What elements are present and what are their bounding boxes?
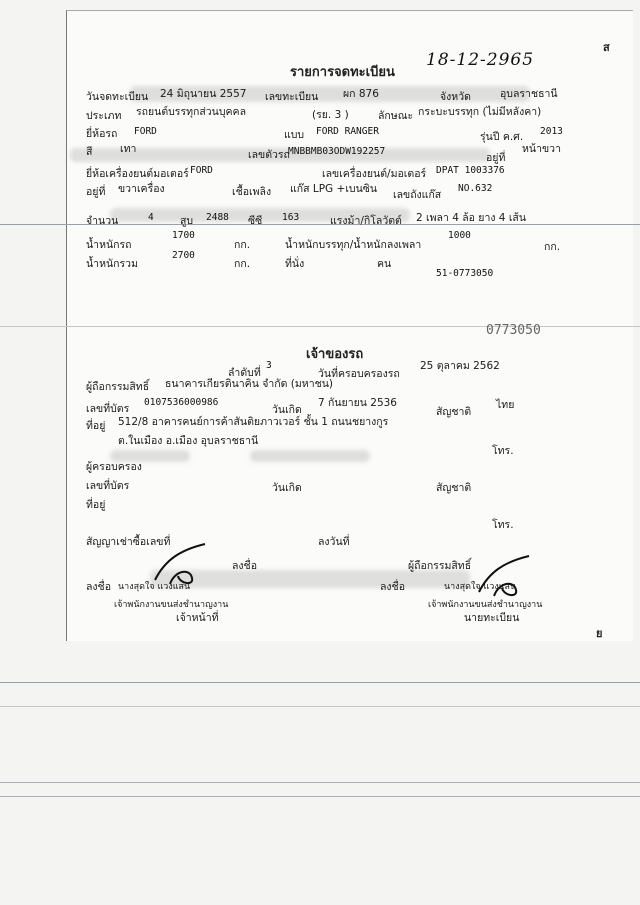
- chassis-label: เลขตัวรถ: [248, 149, 290, 161]
- cc: 2488: [206, 212, 229, 223]
- id2-label: เลขที่บัตร: [86, 480, 130, 492]
- brand: FORD: [134, 126, 157, 137]
- reg-no: ผก 876: [343, 88, 379, 100]
- owner-title: เจ้าของรถ: [306, 347, 364, 362]
- color-label: สี: [86, 146, 93, 158]
- engine-brand: FORD: [190, 165, 213, 176]
- kg-unit-2: กก.: [544, 241, 561, 253]
- load: 1000: [448, 230, 471, 241]
- axles: 2 เพลา 4 ล้อ ยาง 4 เส้น: [416, 212, 526, 224]
- chassis-pos-label: อยู่ที่: [486, 152, 506, 164]
- holder-label: ผู้ถือกรรมสิทธิ์: [86, 381, 150, 393]
- id-no: 0107536000986: [144, 397, 219, 408]
- class-code: (รย. 3 ): [312, 109, 349, 121]
- nat2-label: สัญชาติ: [436, 482, 472, 494]
- year: 2013: [540, 126, 563, 137]
- birth-label: วันเกิด: [272, 404, 302, 416]
- redaction: [250, 450, 370, 462]
- registration-title: รายการจดทะเบียน: [290, 65, 395, 80]
- possess-date-label: วันที่ครอบครองรถ: [318, 368, 400, 380]
- sign-right-title: เจ้าพนักงานขนส่งชำนาญงาน: [428, 600, 543, 610]
- reg-date: 24 มิถุนายน 2557: [160, 88, 247, 100]
- sign-left-title: เจ้าพนักงานขนส่งชำนาญงาน: [114, 600, 229, 610]
- birth: 7 กันยายน 2536: [318, 397, 397, 409]
- hp: 163: [282, 212, 300, 223]
- possess-date: 25 ตุลาคม 2562: [420, 360, 500, 372]
- holder-sign-label: ผู้ถือกรรมสิทธิ์: [408, 560, 472, 572]
- tank: NO.632: [458, 183, 493, 194]
- province-label: จังหวัด: [440, 91, 471, 103]
- scan-line: [0, 796, 640, 797]
- sign-right-name: นางสุดใจ แวงแสน: [444, 582, 517, 592]
- nat-label: สัญชาติ: [436, 406, 472, 418]
- cyl-unit: สูบ: [180, 215, 194, 227]
- scan-line: [0, 782, 640, 783]
- kg-unit-3: กก.: [234, 258, 251, 270]
- year-label: รุ่นปี ค.ศ.: [480, 131, 524, 143]
- contract-label: สัญญาเช่าซื้อเลขที่: [86, 536, 171, 548]
- contract-date-label: ลงวันที่: [318, 536, 350, 548]
- seats-unit: คน: [377, 258, 392, 270]
- tank-label: เลขถังแก๊ส: [393, 189, 442, 201]
- signature-left: [150, 540, 220, 588]
- weight: 1700: [172, 230, 195, 241]
- province: อุบลราชธานี: [500, 88, 558, 100]
- seq: 3: [266, 360, 272, 371]
- birth2-label: วันเกิด: [272, 482, 302, 494]
- id-label: เลขที่บัตร: [86, 403, 130, 415]
- corner-mark: ส: [603, 41, 610, 54]
- corner-mark: ย: [596, 627, 603, 640]
- sign-left-label: ลงชื่อ: [86, 581, 111, 593]
- reg-date-label: วันจดทะเบียน: [86, 91, 149, 103]
- sign-left-name: นางสุดใจ แวงแสน: [118, 582, 191, 592]
- tel2-label: โทร.: [492, 519, 514, 531]
- reg-no-label: เลขทะเบียน: [265, 91, 319, 103]
- scan-line: [0, 682, 640, 683]
- engine-no-label: เลขเครื่องยนต์/มอเตอร์: [322, 168, 427, 180]
- doc-no: 51-0773050: [436, 268, 494, 279]
- color: เทา: [120, 143, 137, 155]
- engine-no: DPAT 1003376: [436, 165, 505, 176]
- seats-label: ที่นั่ง: [285, 258, 305, 270]
- kg-unit: กก.: [234, 239, 251, 251]
- fuel-label: เชื้อเพลิง: [232, 186, 272, 198]
- addr-line-1: 512/8 อาคารคนย์การค้าสันติยภาวเวอร์ ชั้น 1 ถนนชยางกูร: [118, 416, 389, 428]
- fuel: แก๊ส LPG +เบนซิน: [290, 183, 378, 195]
- addr-line-2: ต.ในเมือง อ.เมือง อุบลราชธานี: [118, 435, 259, 447]
- chassis-pos: หน้าขวา: [522, 143, 561, 155]
- cc-label: ซีซี: [248, 215, 263, 227]
- signature-right: [474, 552, 544, 600]
- style: กระบะบรรทุก (ไม่มีหลังคา): [418, 106, 542, 118]
- holder: ธนาคารเกียรตินาคิน จำกัด (มหาชน): [165, 378, 334, 390]
- model-label: แบบ: [284, 129, 305, 141]
- possessor-label: ผู้ครอบครอง: [86, 461, 142, 473]
- cyl: 4: [148, 212, 154, 223]
- handwritten-date: 18-12-2965: [426, 50, 535, 70]
- sign-right-role: นายทะเบียน: [464, 612, 520, 624]
- seq-label: ลำดับที่: [228, 367, 261, 379]
- type-label: ประเภท: [86, 110, 122, 122]
- engine-brand-label: ยี่ห้อเครื่องยนต์มอเตอร์: [86, 168, 189, 180]
- sign-label: ลงชื่อ: [232, 560, 257, 572]
- engine-pos-label: อยู่ที่: [86, 186, 106, 198]
- gross-label: น้ำหนักรวม: [86, 258, 138, 270]
- sign-right-label: ลงชื่อ: [380, 581, 405, 593]
- type: รถยนต์บรรทุกส่วนบุคคล: [136, 106, 246, 118]
- addr-label: ที่อยู่: [86, 420, 106, 432]
- load-label: น้ำหนักบรรทุก/น้ำหนักลงเพลา: [285, 239, 422, 251]
- style-label: ลักษณะ: [378, 110, 414, 122]
- gross: 2700: [172, 250, 195, 261]
- cyl-label: จำนวน: [86, 215, 119, 227]
- model: FORD RANGER: [316, 126, 379, 137]
- sign-left-role: เจ้าหน้าที่: [176, 612, 219, 624]
- addr2-label: ที่อยู่: [86, 499, 106, 511]
- tel-label: โทร.: [492, 445, 514, 457]
- doc-no-faded: 0773050: [486, 323, 541, 338]
- nat: ไทย: [496, 399, 515, 411]
- engine-pos: ขวาเครื่อง: [118, 183, 165, 195]
- hp-label: แรงม้า/กิโลวัตต์: [330, 215, 402, 227]
- chassis: MNBBMB03ODW192257: [288, 146, 386, 157]
- weight-label: น้ำหนักรถ: [86, 239, 132, 251]
- scan-line: [0, 706, 640, 707]
- brand-label: ยี่ห้อรถ: [86, 128, 118, 140]
- scan-line: [0, 326, 640, 327]
